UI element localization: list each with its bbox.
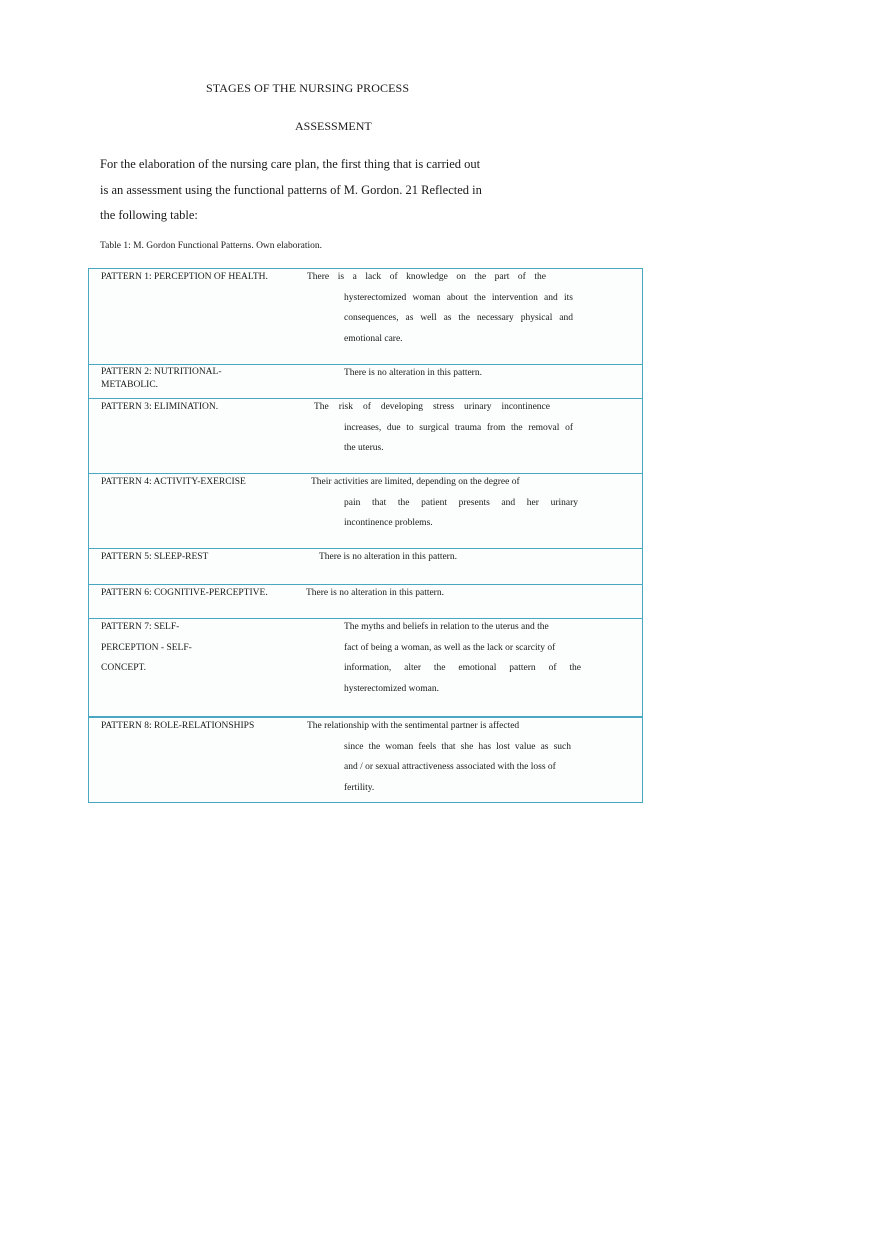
pattern-description <box>307 716 571 798</box>
table-row <box>88 474 643 549</box>
pattern-label: PATTERN 8: ROLE-RELATIONSHIPS <box>101 721 255 731</box>
description-line: There is a lack of knowledge on the part of the <box>307 272 546 282</box>
pattern-description <box>344 617 581 699</box>
pattern-label-line: PERCEPTION - SELF- <box>101 642 192 653</box>
description-line: hysterectomized woman. <box>344 683 439 694</box>
patterns-table <box>88 268 643 803</box>
description-line: consequences, as well as the necessary physical and <box>344 313 573 323</box>
description-line: The risk of developing stress urinary incontinence <box>314 402 550 412</box>
description-line: The relationship with the sentimental partner is affected <box>307 721 520 731</box>
table-row <box>88 585 643 619</box>
section-heading: ASSESSMENT <box>295 119 372 133</box>
pattern-description <box>307 267 573 349</box>
pattern-label-line: PATTERN 2: NUTRITIONAL- <box>101 367 222 377</box>
description-line: Their activities are limited, depending on the degree of <box>311 477 520 487</box>
description-line: the uterus. <box>344 443 384 453</box>
table-row <box>88 717 643 803</box>
description-line: There is no alteration in this pattern. <box>319 552 457 562</box>
pattern-description <box>311 472 578 534</box>
table-row <box>88 399 643 474</box>
description-line: since the woman feels that she has lost value as such <box>344 741 571 752</box>
pattern-description <box>314 397 573 459</box>
pattern-label: PATTERN 5: SLEEP-REST <box>101 552 209 562</box>
description-line: fact of being a woman, as well as the lack or scarcity of <box>344 642 556 653</box>
table-row <box>88 549 643 585</box>
table-row <box>88 619 643 717</box>
pattern-label: PATTERN 6: COGNITIVE-PERCEPTIVE. <box>101 588 268 598</box>
pattern-label <box>101 617 251 679</box>
description-line: emotional care. <box>344 333 403 344</box>
intro-paragraph <box>100 152 490 229</box>
description-line: pain that the patient presents and her urinary <box>344 497 578 508</box>
description-line: incontinence problems. <box>344 518 433 528</box>
pattern-description <box>306 583 444 604</box>
description-line: There is no alteration in this pattern. <box>306 588 444 598</box>
document-title: STAGES OF THE NURSING PROCESS <box>206 81 410 95</box>
description-line: There is no alteration in this pattern. <box>344 368 482 378</box>
pattern-label: PATTERN 4: ACTIVITY-EXERCISE <box>101 477 246 487</box>
intro-line: is an assessment using the functional patterns of M. Gordon. 21 Reflected in <box>100 182 482 197</box>
pattern-description <box>344 363 482 384</box>
pattern-label: PATTERN 1: PERCEPTION OF HEALTH. <box>101 272 268 282</box>
description-line: and / or sexual attractiveness associated with the loss of <box>344 762 556 772</box>
pattern-label <box>101 366 251 392</box>
table-caption: Table 1: M. Gordon Functional Patterns. Own elaboration. <box>100 241 323 251</box>
description-line: fertility. <box>344 782 375 793</box>
table-row <box>88 365 643 399</box>
description-line: increases, due to surgical trauma from the removal of <box>344 422 573 433</box>
table-row <box>88 268 643 365</box>
pattern-description <box>319 547 457 568</box>
pattern-label-line: METABOLIC. <box>101 380 159 390</box>
pattern-label-line: CONCEPT. <box>101 663 146 673</box>
intro-line: the following table: <box>100 208 198 222</box>
description-line: hysterectomized woman about the intervention and its <box>344 292 573 303</box>
pattern-label-line: PATTERN 7: SELF- <box>101 622 180 632</box>
description-line: information, alter the emotional pattern of the <box>344 663 581 673</box>
pattern-label: PATTERN 3: ELIMINATION. <box>101 402 219 412</box>
intro-line: For the elaboration of the nursing care plan, the first thing that is carried out <box>100 157 481 171</box>
description-line: The myths and beliefs in relation to the uterus and the <box>344 622 549 632</box>
